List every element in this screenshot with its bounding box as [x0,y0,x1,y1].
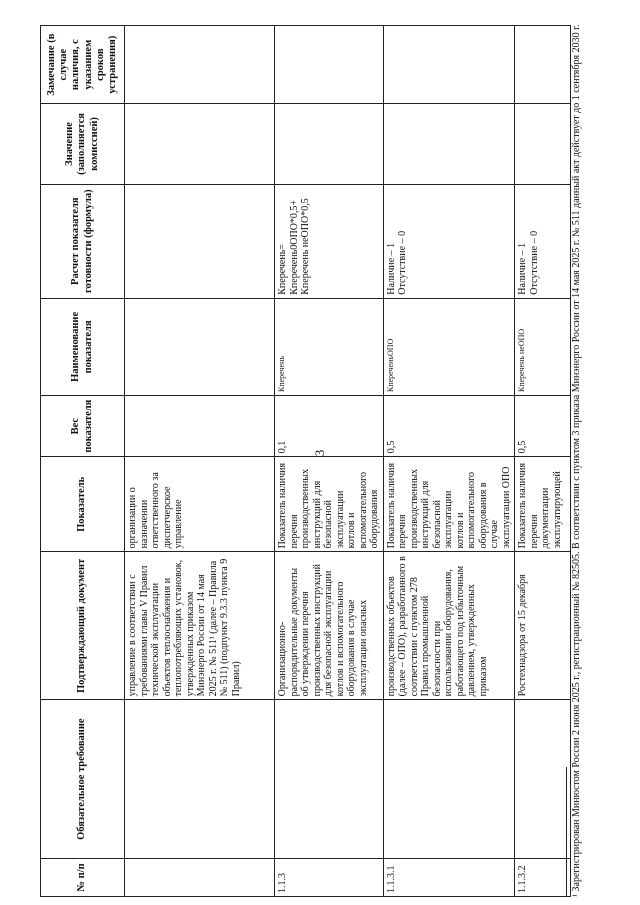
cell-calc [275,184,384,298]
cell-indicator: Показатель наличия перечня производственных инструкций для безопасной эксплуатации котлов и вспомогательного оборудования в случае эксплуатации ОПО [383,457,515,552]
table-row [515,26,571,897]
cell-value [275,104,384,184]
cell-requirement [383,700,515,859]
calc-line: Наличие – 1 [385,242,397,295]
cell-value [125,104,275,184]
header-weight: Вес показателя [41,396,125,457]
cell-document: Организационно-распорядительные документы об утверждении перечня производственных инструкций для безопасной эксплуатации котлов и вспомогательного оборудования в случае эксплуатации опасных [275,552,384,700]
calc-line: Отсутствие – 0 [397,230,408,295]
cell-calc [515,184,571,298]
cell-remark [383,26,515,104]
cell-calc [125,184,275,298]
cell-weight [125,396,275,457]
header-num: № п/п [41,858,125,896]
cell-document: производственных объектов (далее – ОПО), разработанного в соответствии с пунктом 278 Правил промышленной безопасности при использовании оборудования, работающего под избыточным давлением, утвержденных приказом [383,552,515,700]
table-header-row [41,26,125,897]
cell-requirement [125,700,275,859]
header-document: Подтверждающий документ [41,552,125,700]
page-number: 3 [312,449,327,457]
cell-indicator: Показатель наличия перечня производственных инструкций для безопасной эксплуатации котлов и вспомогательного оборудования [275,457,384,552]
cell-name: Кперечень неОПО [515,298,571,395]
table-row [275,26,384,897]
table-row [125,26,275,897]
cell-requirement [515,700,571,859]
footnote: ¹ Зарегистрирован Минюстом России 2 июня 2025 г., регистрационный № 82505. В соответствии с пунктом 3 приказа Минэнерго России от 14 мая 2025 г. № 511 данный акт действует до 1 сентября 2030 г. [571,24,582,897]
calc-line: Наличие – 1 [517,242,528,295]
cell-indicator: Показатель наличия перечня документации эксплуатирующей [515,457,571,552]
cell-requirement [275,700,384,859]
cell-name [125,298,275,395]
cell-value [515,104,571,184]
calc-line: Кперечень неОПО*0,5 [300,198,311,295]
table-row [383,26,515,897]
cell-name: Кперечень [275,298,384,395]
cell-remark [275,26,384,104]
cell-name: КперечеиьОПО [383,298,515,395]
cell-remark [125,26,275,104]
calc-line: Кперечень0ОПО*0,5+ [288,199,300,295]
cell-weight: 0,5 [515,396,571,457]
footnote-divider [566,767,567,897]
header-requirement: Обязательное требование [41,700,125,859]
calc-line: Кперечень= [277,244,288,295]
cell-weight: 0,5 [383,396,515,457]
cell-document: управление в соответствии с требованиями главы V Правил технической эксплуатации объектов теплоснабжения и теплопотребляющих установок, утвержденных приказом Минэнерго России от 14 мая 2025 г. № 511¹ (далее – Правила № 511) (подпункт 9.3.3 пункта 9 Правил) [125,552,275,700]
cell-num: 1.1.3.1 [383,858,515,896]
cell-num: 1.1.3 [275,858,384,896]
cell-document: Ростехнадзора от 15 декабря [515,552,571,700]
header-value: Значение (заполняется комиссией) [41,104,125,184]
cell-remark [515,26,571,104]
cell-calc [383,184,515,298]
cell-indicator: организации о назначении ответственного за диспетчерское управление [125,457,275,552]
cell-weight: 0,1 [275,396,384,457]
header-indicator: Показатель [41,457,125,552]
header-calc: Расчет показателя готовности (формула) [41,184,125,298]
cell-num [125,858,275,896]
cell-num: 1.1.3.2 [515,858,571,896]
readiness-table [40,25,571,897]
cell-value [383,104,515,184]
calc-line: Отсутствие – 0 [528,230,540,295]
header-remark: Замечание (в случае наличия, с указанием сроков устранения) [41,26,125,104]
header-name: Наименование показателя [41,298,125,395]
